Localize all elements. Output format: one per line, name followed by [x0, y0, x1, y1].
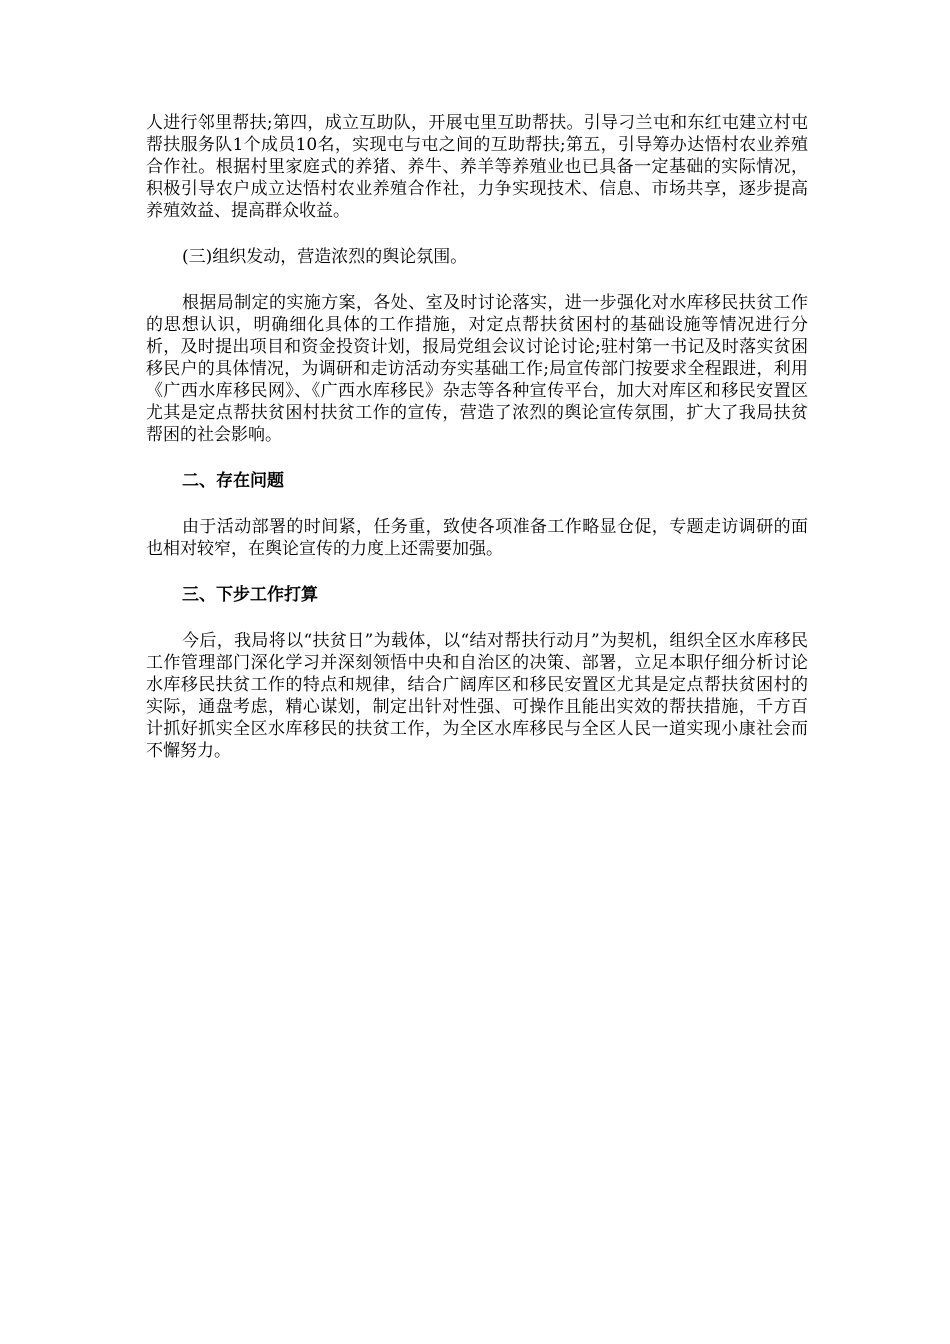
paragraph-mutual-aid: 人进行邻里帮扶;第四，成立互助队，开展屯里互助帮扶。引导刁兰屯和东红屯建立村屯帮扶服务队1个成员10名，实现屯与屯之间的互助帮扶;第五，引导筹办达悟村农业养殖合作社。根据村里家庭式的养猪、养牛、养羊等养殖业也已具备一定基础的实际情况，积极引导农户成立达悟村农业养殖合作社，力争实现技术、信息、市场共享，逐步提高养殖效益、提高群众收益。 — [146, 113, 808, 221]
document-page — [146, 112, 808, 786]
paragraph-next-steps: 今后，我局将以“扶贫日”为载体，以“结对帮扶行动月”为契机，组织全区水库移民工作管理部门深化学习并深刻领悟中央和自治区的决策、部署，立足本职仔细分析讨论水库移民扶贫工作的特点和规律，结合广阔库区和移民安置区尤其是定点帮扶贫困村的实际，通盘考虑，精心谋划，制定出针对性强、可操作且能出实效的帮扶措施，千方百计抓好抓实全区水库移民的扶贫工作，为全区水库移民与全区人民一道实现小康社会而不懈努力。 — [146, 631, 808, 761]
heading-next-steps: 三、下步工作打算 — [182, 585, 318, 605]
paragraph-publicity: 根据局制定的实施方案，各处、室及时讨论落实，进一步强化对水库移民扶贫工作的思想认识，明确细化具体的工作措施，对定点帮扶贫困村的基础设施等情况进行分析，及时提出项目和资金投资计划，报局党组会议讨论讨论;驻村第一书记及时落实贫困移民户的具体情况，为调研和走访活动夯实基础工作;局宣传部门按要求全程跟进，利用《广西水库移民网》、《广西水库移民》杂志等各种宣传平台，加大对库区和移民安置区尤其是定点帮扶贫困村扶贫工作的宣传，营造了浓烈的舆论宣传氛围，扩大了我局扶贫帮困的社会影响。 — [146, 293, 808, 445]
subheading-publicity: (三)组织发动，营造浓烈的舆论氛围。 — [182, 247, 468, 267]
paragraph-problems: 由于活动部署的时间紧，任务重，致使各项准备工作略显仓促，专题走访调研的面也相对较窄，在舆论宣传的力度上还需要加强。 — [146, 517, 808, 559]
heading-existing-problems: 二、存在问题 — [182, 471, 284, 491]
